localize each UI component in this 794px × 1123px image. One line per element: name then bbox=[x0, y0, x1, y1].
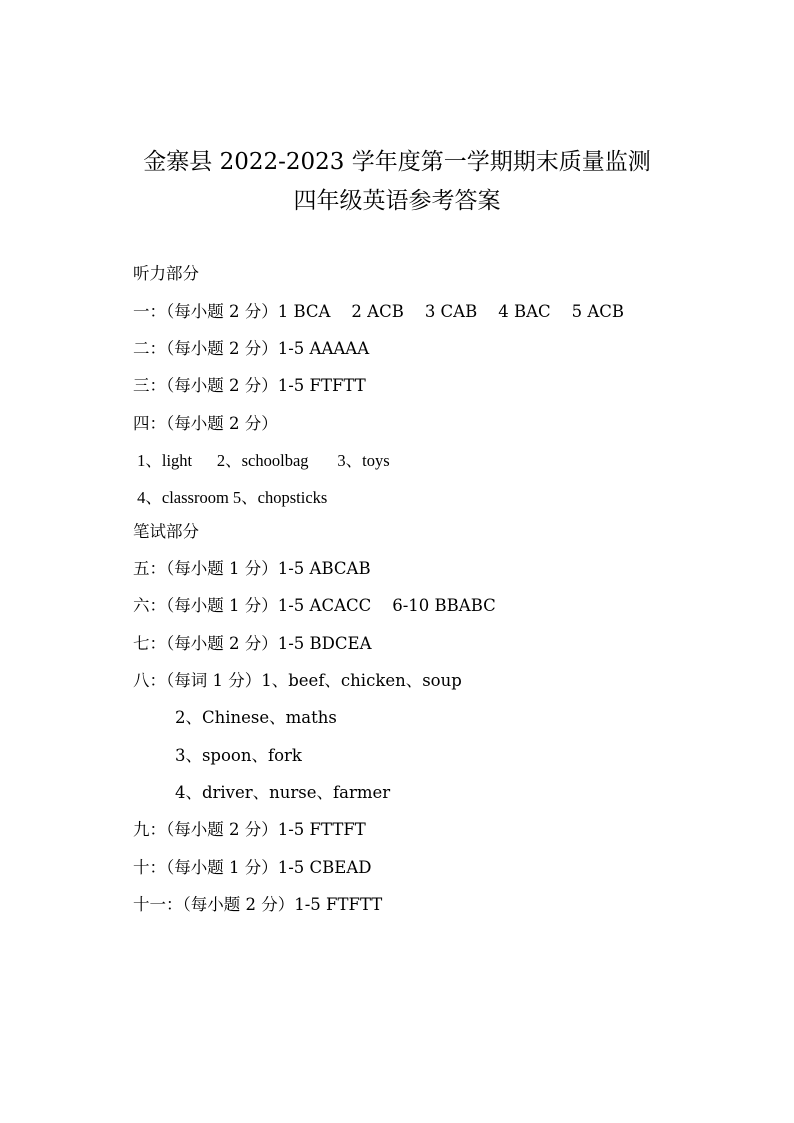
answer-line-7: 七：（每小题 2 分）1-5 BDCEA bbox=[133, 634, 372, 653]
answer-line-4-items-b: 4、classroom 5、chopsticks bbox=[133, 488, 328, 507]
answer-line-9: 九：（每小题 2 分）1-5 FTTFT bbox=[133, 820, 366, 839]
answer-line-1: 一：（每小题 2 分）1 BCA 2 ACB 3 CAB 4 BAC 5 ACB bbox=[133, 302, 625, 321]
section-heading-listening: 听力部分 bbox=[133, 264, 199, 283]
answer-line-8-item-3: 3、spoon、fork bbox=[133, 746, 302, 765]
section-heading-written: 笔试部分 bbox=[133, 522, 199, 541]
answer-line-10: 十：（每小题 1 分）1-5 CBEAD bbox=[133, 858, 372, 877]
answer-line-8-item-4: 4、driver、nurse、farmer bbox=[133, 783, 391, 802]
answer-line-6: 六：（每小题 1 分）1-5 ACACC 6-10 BBABC bbox=[133, 596, 496, 615]
answer-line-5: 五：（每小题 1 分）1-5 ABCAB bbox=[133, 559, 371, 578]
document-subtitle: 四年级英语参考答案 bbox=[293, 188, 501, 214]
document-title: 金寨县 2022-2023 学年度第一学期期末质量监测 bbox=[143, 149, 651, 175]
answer-line-4-items-a: 1、light 2、schoolbag 3、toys bbox=[133, 451, 390, 470]
answer-line-3: 三：（每小题 2 分）1-5 FTFTT bbox=[133, 376, 366, 395]
answer-line-2: 二：（每小题 2 分）1-5 AAAAA bbox=[133, 339, 370, 358]
answer-line-8: 八：（每词 1 分）1、beef、chicken、soup bbox=[133, 671, 462, 690]
answer-line-8-item-2: 2、Chinese、maths bbox=[133, 708, 337, 727]
answer-line-4: 四：（每小题 2 分） bbox=[133, 414, 278, 433]
answer-line-11: 十一：（每小题 2 分）1-5 FTFTT bbox=[133, 895, 383, 914]
